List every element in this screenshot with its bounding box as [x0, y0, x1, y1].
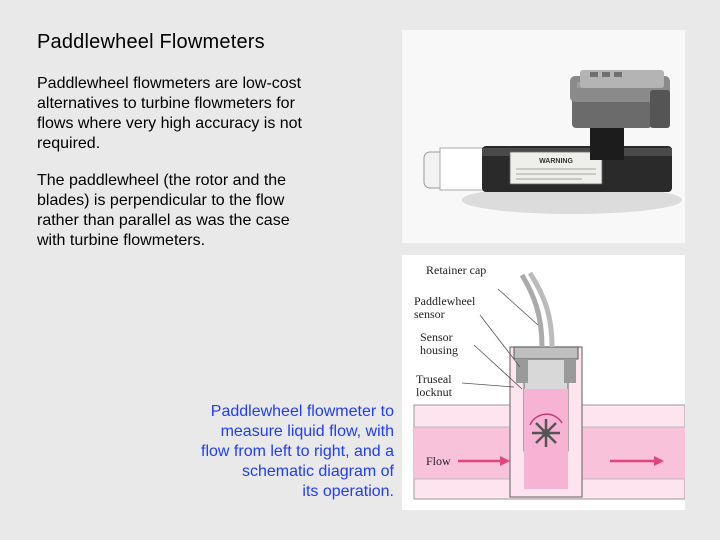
paddlewheel-schematic — [402, 255, 685, 510]
paragraph-intro: Paddlewheel flowmeters are low-cost alternatives to turbine flowmeters for flows where very high accuracy is not required. — [37, 75, 302, 152]
paragraph-orientation: The paddlewheel (the rotor and the blades) is perpendicular to the flow rather than parallel as was the case with turbine flowmeters. — [37, 172, 290, 249]
label-truseal-locknut: Truseal locknut — [416, 372, 452, 399]
label-paddlewheel-sensor: Paddlewheel sensor — [414, 294, 476, 321]
label-sensor-housing: Sensor housing — [420, 330, 459, 357]
figure-caption: Paddlewheel flowmeter to measure liquid flow, with flow from left to right, and a schematic diagram of its operation. — [201, 403, 394, 500]
warning-label-text: WARNING — [539, 158, 573, 165]
flowmeter-photo — [402, 30, 685, 243]
label-retainer-cap: Retainer cap — [426, 263, 487, 277]
label-flow: Flow — [426, 454, 451, 468]
slide-title: Paddlewheel Flowmeters — [37, 31, 265, 53]
